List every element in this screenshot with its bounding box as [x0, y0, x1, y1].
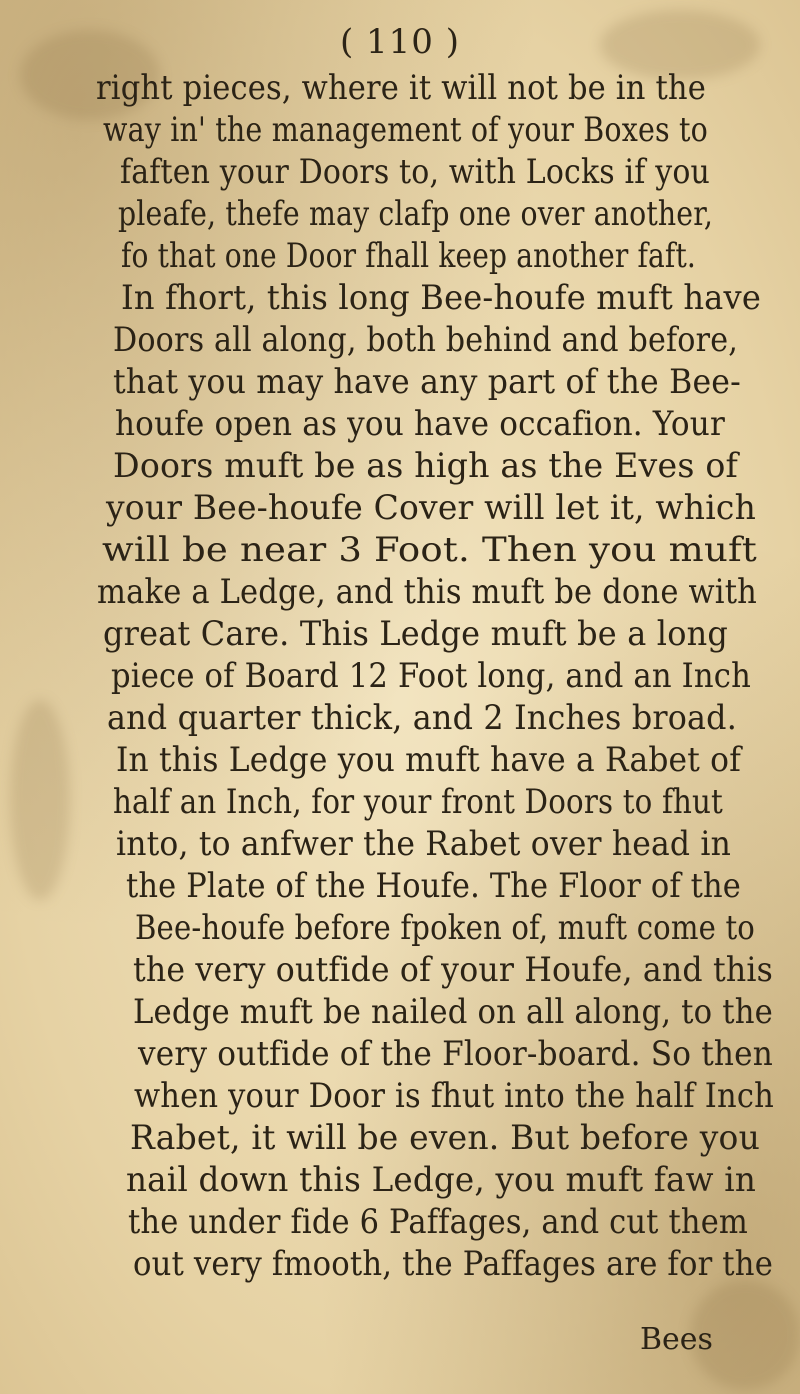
text-line: pleafe, thefe may clafp one over another, [118, 194, 713, 234]
text-line: fo that one Door fhall keep another faft. [121, 236, 696, 276]
paper-stain [10, 700, 70, 900]
text-line: Ledge muft be nailed on all along, to the [133, 992, 773, 1032]
text-line: will be near 3 Foot. Then you muft [102, 530, 757, 570]
text-line: out very fmooth, the Paffages are for the [133, 1244, 773, 1284]
text-line: In fhort, this long Bee-houfe muft have [121, 278, 761, 318]
text-line: make a Ledge, and this muft be done with [97, 572, 757, 612]
page-number: ( 110 ) [339, 22, 461, 62]
text-line: Bee-houfe before fpoken of, muft come to [135, 908, 755, 948]
text-line: when your Door is fhut into the half Inch [134, 1076, 774, 1116]
text-line: into, to anfwer the Rabet over head in [116, 824, 731, 864]
text-line: the very outfide of your Houfe, and this [133, 950, 773, 990]
text-line: houfe open as you have occafion. Your [115, 404, 725, 444]
text-line: the Plate of the Houfe. The Floor of the [126, 866, 741, 906]
text-line: half an Inch, for your front Doors to fhut [113, 782, 723, 822]
text-line: right pieces, where it will not be in the [96, 68, 706, 108]
text-line: your Bee-houfe Cover will let it, which [106, 488, 756, 528]
text-line: great Care. This Ledge muft be a long [103, 614, 728, 654]
catchword: Bees [640, 1322, 713, 1357]
text-line: the under fide 6 Paffages, and cut them [128, 1202, 748, 1242]
text-line: nail down this Ledge, you muft faw in [126, 1160, 756, 1200]
text-line: Rabet, it will be even. But before you [130, 1118, 760, 1158]
text-line: and quarter thick, and 2 Inches broad. [107, 698, 737, 738]
text-line: Doors muft be as high as the Eves of [113, 446, 738, 486]
text-line: that you may have any part of the Bee- [113, 362, 741, 402]
text-line: faften your Doors to, with Locks if you [120, 152, 710, 192]
text-line: piece of Board 12 Foot long, and an Inch [111, 656, 751, 696]
text-line: very outfide of the Floor-board. So then [138, 1034, 773, 1074]
text-line: way in' the management of your Boxes to [103, 110, 708, 150]
text-line: In this Ledge you muft have a Rabet of [116, 740, 741, 780]
text-line: Doors all along, both behind and before, [113, 320, 738, 360]
